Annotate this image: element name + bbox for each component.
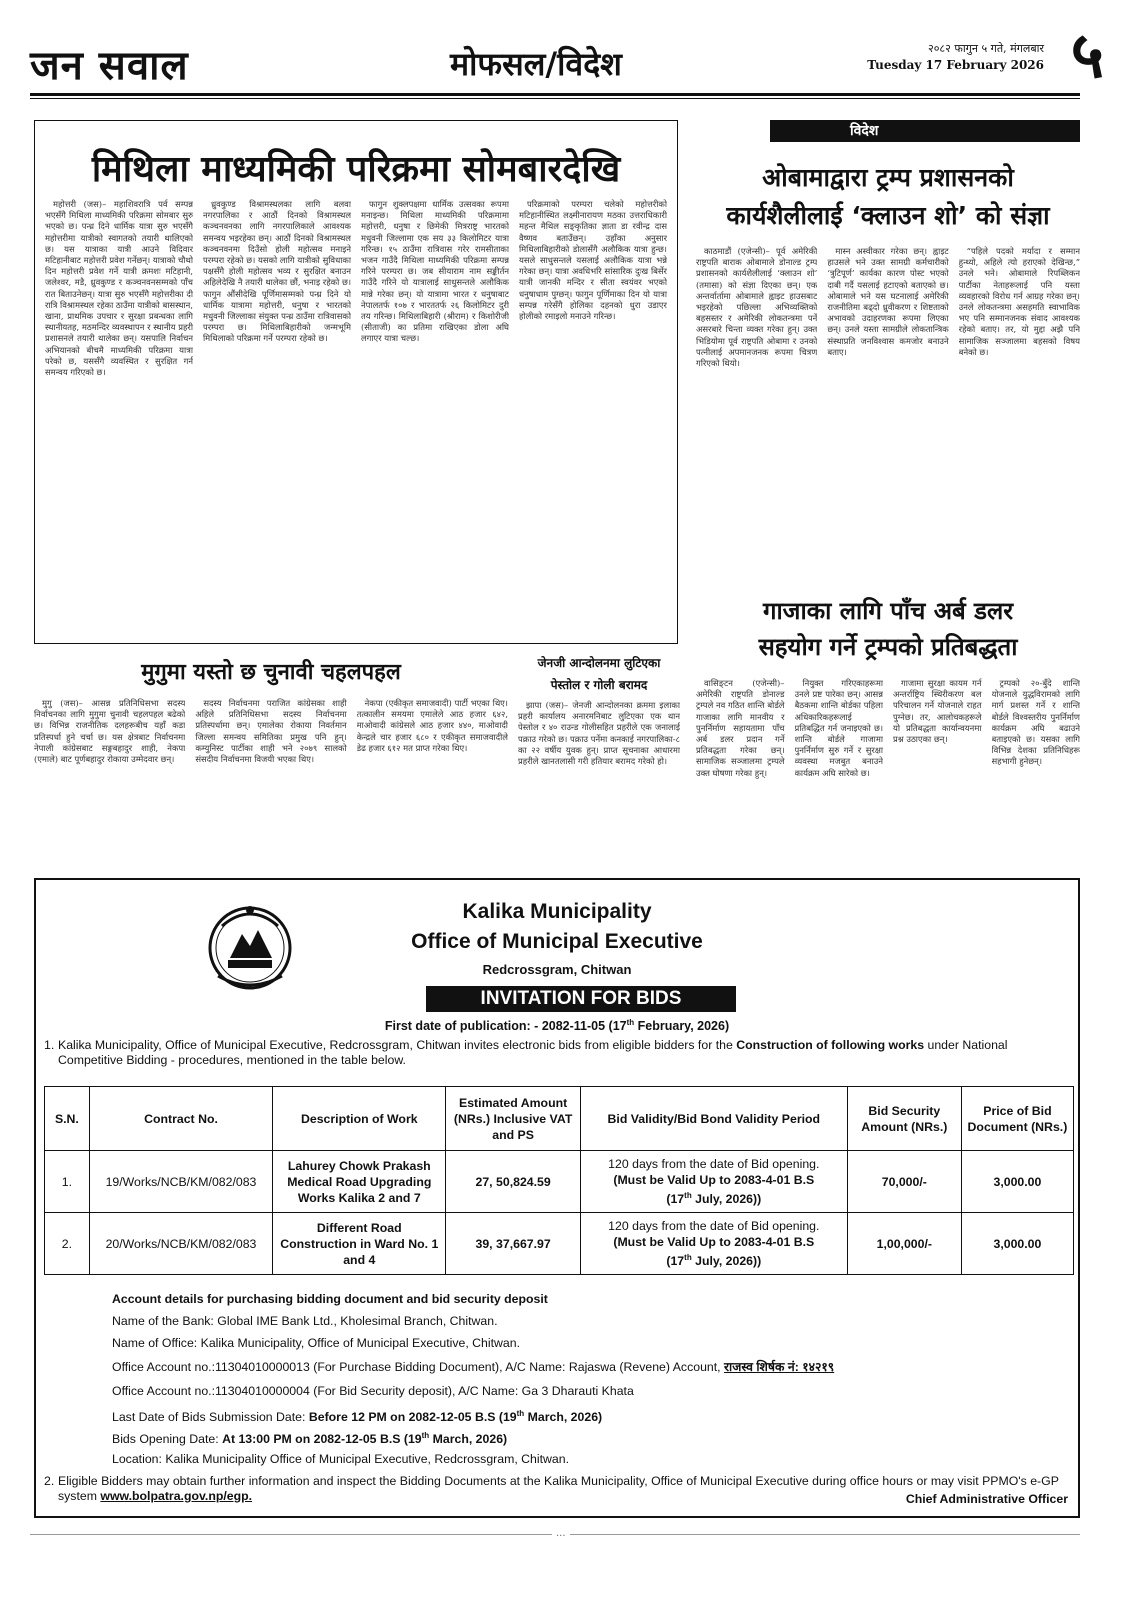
page-number: ५: [1070, 19, 1104, 93]
egp-link[interactable]: www.bolpatra.gov.np/egp.: [100, 1489, 253, 1503]
row-price: 3,000.00: [961, 1213, 1073, 1275]
row-description: Lahurey Chowk Prakash Medical Road Upgrading Works Kalika 2 and 7: [273, 1151, 446, 1213]
revenue-code: राजस्व शिर्षक नं: १४२१९: [724, 1360, 835, 1374]
article-obama-headline-2: कार्यशैलीलाई ‘क्लाउन शो’ को संज्ञा: [726, 201, 1050, 230]
article-mugu-col-3: नेकपा (एकीकृत समाजवादी) पार्टी भएका थिए। तत्कालीन समयमा एमालेले आठ हजार ६४२, माओवादी कांग्रेसले आठ हजार ४४०, माओवादी केन्द्रले चार हजार ६८० र एकीकृत समाजवादीले डेढ हजार ६१२ मत प्राप्त गरेका थिए।: [356, 698, 508, 753]
first-publication-date: First date of publication: - 2082-11-05 (17th February, 2026): [384, 1018, 730, 1034]
row-validity: 120 days from the date of Bid opening. (Must be Valid Up to 2083-4-01 B.S (17th July, 2026)): [580, 1151, 847, 1213]
bid-opening-date: Bids Opening Date: At 13:00 PM on 2082-12-05 B.S (19th March, 2026): [112, 1431, 508, 1447]
article-mithila: [34, 120, 678, 644]
bid-table-header: [45, 1087, 1074, 1151]
date-nepali: २०८२ फागुन ५ गते, मंगलबार: [927, 42, 1044, 55]
invitation-paragraph: 1. Kalika Municipality, Office of Municipal Executive, Redcrossgram, Chitwan invites electronic bids from eligible bidders for the Construction of following works under National Competitive Bidding - procedures, mentioned in the table below.: [44, 1038, 1008, 1067]
article-mithila-headline: मिथिला माध्यमिकी परिक्रमा सोमबारदेखि: [91, 149, 621, 190]
office-name: Office of Municipal Executive: [411, 930, 703, 953]
col-header-sn: S.N.: [45, 1087, 90, 1151]
article-gaza-headline-1: गाजाका लागि पाँच अर्ब डलर: [762, 597, 1014, 625]
article-obama-col-2: मास्न अस्वीकार गरेका छन्। ह्वाइट हाउसले भने उक्त सामग्री कर्मचारीको ‘त्रुटिपूर्ण’ कार्यका कारण पोस्ट भएको दाबी गर्दै यसलाई हटाएको बताएको छ। ओबामाले भने यस घटनालाई अमेरिकी राजनीतिमा बढ्दो ध्रुवीकरण र शिष्टताको अभावको उदाहरणका रूपमा लिएका छन्। उनले यस्ता सामग्रीले लोकतान्त्रिक संस्थाप्रति जनविश्वास कमजोर बनाउने बताए।: [827, 246, 949, 357]
bid-table: [44, 1086, 1074, 1275]
office-account-1: Office Account no.:11304010000013 (For Purchase Bidding Document), A/C Name: Rajaswa (Revene) Account, राजस्व शिर्षक नं: १४२१९: [112, 1360, 835, 1374]
date-english: Tuesday 17 February 2026: [867, 58, 1044, 72]
col-header-validity: Bid Validity/Bid Bond Validity Period: [580, 1087, 847, 1151]
eligibility-paragraph: 2. Eligible Bidders may obtain further information and inspect the Bidding Documents at the Kalika Municipality, Office of Municipal Executive during office hours or may visit PPMO's e-GP system www.bolpatra.gov.np/egp.: [44, 1474, 1059, 1503]
col-header-price: Price of Bid Document (NRs.): [961, 1087, 1073, 1151]
article-mithila-col-4: परिक्रमाको परम्परा चलेको महोत्तरीको मटिहानीस्थित लक्ष्मीनारायण मठका उत्तराधिकारी महन्त मैथिल सङ्कृतिका ज्ञाता डा रवीन्द्र दास वैष्णव बताउँछन्। उहाँका अनुसार मिथिलाबिहारीको डोलासँगै अलौकिक यात्रा हुन्छ। यसले साधुसन्तले यसलाई अलौकिक यात्रा भन्ने गरेका छन्। यात्रा अवधिभरि सांसारिक दुःख बिर्सेर यात्री जानकी मन्दिर र सीता स्वयंवर भएको धनुषाधाम पुग्छन्। फागुन पूर्णिमाका दिन यो यात्रा सम्पन्न गरेसँगै होलिका दहनको धुरा उडाएर होलीको रमाइलो मनाउने गरिन्छ।: [519, 199, 667, 322]
masthead-rule: [30, 93, 1080, 96]
article-obama-headline-1: ओबामाद्वारा ट्रम्प प्रशासनको: [762, 163, 1014, 192]
article-gaza-col-3: गाजामा सुरक्षा कायम गर्न अन्तर्राष्ट्रिय स्थिरीकरण बल परिचालन गर्ने योजनाले राहत पुग्नेछ। तर, आलोचकहरूले यो प्रतिबद्धता कार्यान्वयनमा प्रश्न उठाएका छन्।: [893, 678, 982, 745]
office-address: Redcrossgram, Chitwan: [482, 962, 632, 977]
row-price: 3,000.00: [961, 1151, 1073, 1213]
bid-banner: INVITATION FOR BIDS: [426, 986, 736, 1012]
article-gaza: [696, 590, 1080, 870]
account-heading: Account details for purchasing bidding document and bid security deposit: [112, 1292, 548, 1306]
article-gaza-headline-2: सहयोग गर्ने ट्रम्पको प्रतिबद्धता: [758, 633, 1018, 661]
article-obama-col-3: “पहिले पदको मर्यादा र सम्मान हुन्थ्यो, अहिले त्यो हराएको देखिन्छ,” उनले भने। ओबामाले रिपब्लिकन पार्टीका नेताहरूलाई पनि यस्ता व्यवहारको विरोध गर्न आग्रह गरेका छन्। उनले लोकतन्त्रमा असहमति स्वाभाविक भए पनि सम्मानजनक संवाद आवश्यक रहेको बताए। तर, यो मुद्दा अझै पनि सामाजिक सञ्जालमा बहसको विषय बनेको छ।: [958, 246, 1080, 357]
section-tag-abroad: विदेश: [770, 120, 1080, 142]
col-header-security: Bid Security Amount (NRs.): [847, 1087, 961, 1151]
article-genz-headline-2: पेस्तोल र गोली बरामद: [550, 678, 648, 692]
row-security: 70,000/-: [847, 1151, 961, 1213]
signature: Chief Administrative Officer: [905, 1492, 1068, 1506]
article-mithila-col-1: महोत्तरी (जस)– महाशिवरात्रि पर्व सम्पन्न भएसँगै मिथिला माध्यमिकी परिक्रमा सोमबार सुरु भएको छ। पन्ध्र दिने धार्मिक यात्रा सुरु भएसँगै महोत्तरीमा यात्रीको स्वागतको तयारी थालिएको छ। यस यात्राका यात्री आउने विदिवार मटिहानीबाट महोत्तरी प्रवेश गर्नेछन्। यात्राको चौथो दिन महोत्तरी प्रवेश गर्ने यात्री क्रमशः मटिहानी, जलेश्वर, मडै, ध्रुवकुण्ड र कञ्चनवनसम्मको पाँच रात बिताउनेछन्। यात्रा सुरु भएसँगै महोत्तरीका दी रात्रि विश्रामस्थल रहेका ठाउँमा यात्रीको बासस्थान, खाना, प्राथमिक उपचार र सुरक्षा प्रबन्धका लागि स्थानीयतह, मठमन्दिर व्यवस्थापन र स्थानीय प्रहरी प्रशासनले तयारी थालेका छन्। यसपालि निर्वाचन अभियानको बीचमै माध्यमिकी परिक्रमा यात्रा परेको छ, यससँगै व्यवस्थित र सुरक्षित गर्न समन्वय गरिएको छ।: [45, 199, 193, 378]
article-obama-col-1: काठमाडौं (एजेन्सी)– पूर्व अमेरिकी राष्ट्रपति बाराक ओबामाले डोनाल्ड ट्रम्प प्रशासनको कार्यशैलीलाई ‘क्लाउन शो’ (तमासा) को संज्ञा दिएका छन्। एक अन्तर्वार्तामा ओबामाले ह्वाइट हाउसबाट भइरहेको पछिल्ला अभिव्यक्तिको बहसस्तर र अमेरिकी लोकतन्त्रमा पर्ने असरबारे चिन्ता व्यक्त गरेका हुन्। उक्त भिडियोमा पूर्व राष्ट्रपति ओबामा र उनको पत्नीलाई अपमानजनक रूपमा चित्रण गरिएको थियो।: [696, 246, 818, 369]
article-mugu-headline: मुगुमा यस्तो छ चुनावी चहलपहल: [141, 660, 401, 685]
article-gaza-col-2: नियुक्त गरिएकाहरूमा उनले प्रष्ट पारेका छन्। आसन्न बैठकमा शान्ति बोर्डका पहिला अधिकारिकहरूलाई प्रतिबद्धित गर्न जनाइएको छ। शान्ति बोर्डले गाजामा पुनर्निर्माण सुरु गर्ने र सुरक्षा व्यवस्था मजबुत बनाउने कार्यक्रम अघि सारेको छ।: [794, 678, 883, 778]
footer-dots: ...: [552, 1528, 570, 1539]
row-sn: 2.: [45, 1213, 90, 1275]
issue-date: [867, 40, 1044, 74]
row-validity: 120 days from the date of Bid opening. (Must be Valid Up to 2083-4-01 B.S (17th July, 2026)): [580, 1213, 847, 1275]
bid-notice: [34, 878, 1080, 1518]
article-mithila-col-3: फागुन शुक्लपक्षमा धार्मिक उत्सवका रूपमा मनाइन्छ। मिथिला माध्यमिकी परिक्रमामा महोत्तरी, धनुषा र छिमेकी मित्रराष्ट्र भारतको मधुवनी जिल्लामा एक सय ३३ किलोमिटर यात्रा गरिन्छ। १५ ठाउँमा रात्रिवास गरेर रामसीताका भजन गाउँदै मिथिला माध्यमिकी परिक्रमा सम्पन्न गरिने परम्परा छ। जब सीयाराम नाम सङ्कीर्तन गाउँदै गरिने यो यात्रालाई साधुसन्तले अलौकिक मान्ने गरेका छन्। यो यात्रामा भारत र धनुषाबाट नेपालतर्फ १०७ र भारततर्फ २६ किलोमिटर दुरी तय गरिन्छ। मिथिलाबिहारी (श्रीराम) र किशोरीजी (सीताजी) का प्रतिमा राखिएका डोला अघि लगाएर यात्रा चल्छ।: [361, 199, 509, 344]
article-mithila-col-2: ध्रुवकुण्ड विश्रामस्थलका लागि बलवा नगरपालिका र आठौं दिनको विश्रामस्थल कञ्चनवनका लागि नगरपालिकाले आवश्यक समन्वय भइरहेका छन्। आठौं दिनको विश्रामस्थल कञ्चनवनमा दिउँसो होली महोत्सव मनाइने परम्परा रहेको छ। यसको लागि यात्रीको सुविधाका पक्षसँगै होली महोत्सव भव्य र सुरक्षित बनाउन अहिलेदेखि नै तयारी थालेका छौं, भनाइ रहेको छ। फागुन औंसीदेखि पूर्णिमासम्मको पन्ध्र दिने यो धार्मिक यात्रामा महोत्तरी, धनुषा र भारतको मधुवनी जिल्लाका संयुक्त पन्ध्र ठाउँमा रात्रिवासको परम्परा छ। मिथिलाबिहारीको जन्मभूमि मिथिलाको परिक्रमा गर्ने परम्परा रहेको छ।: [203, 199, 351, 344]
article-obama: [696, 146, 1080, 586]
section-title: मोफसल/विदेश: [450, 45, 622, 83]
row-amount: 39, 37,667.97: [446, 1213, 580, 1275]
col-header-description: Description of Work: [273, 1087, 446, 1151]
row-amount: 27, 50,824.59: [446, 1151, 580, 1213]
org-name: Kalika Municipality: [462, 900, 652, 923]
table-row: [45, 1151, 1074, 1213]
row-contract: 20/Works/NCB/KM/082/083: [89, 1213, 272, 1275]
article-mugu-col-1: मुगु (जस)– आसन्न प्रतिनिधिसभा सदस्य निर्वाचनका लागि मुगुमा चुनावी चहलपहल बढेको छ। विभिन्न राजनीतिक दलहरूबीच यहाँ कडा प्रतिस्पर्धा हुने चर्चा छ। यस क्षेत्रबाट निर्वाचनमा नेपाली कांग्रेसबाट सङ्गबहादुर शाही, नेकपा (एमाले) बाट पूर्णबहादुर रोकाया उम्मेदवार छन्।: [34, 698, 186, 765]
article-genz-col-1: झापा (जस)– जेनजी आन्दोलनका क्रममा इलाका प्रहरी कार्यालय अनारमनिबाट लुटिएका एक थान पेस्तोल र ४० राउन्ड गोलीसहित प्रहरीले एक जनालाई पक्राउ गरेको छ। पक्राउ पर्नेमा कनकाई नगरपालिका-८ का २२ वर्षीय युवक हुन्। प्राप्त सूचनाका आधारमा प्रहरीले खानतलासी गरी हतियार बरामद गरेको हो।: [518, 700, 680, 767]
col-header-amount: Estimated Amount (NRs.) Inclusive VAT and PS: [446, 1087, 580, 1151]
article-mugu: [34, 650, 508, 870]
table-row: [45, 1213, 1074, 1275]
row-security: 1,00,000/-: [847, 1213, 961, 1275]
article-gaza-col-4: ट्रम्पको २०-बुँदे शान्ति योजनाले युद्धविरामको लागि मार्ग प्रशस्त गर्ने र शान्ति बोर्डले विश्वस्तरीय पुनर्निर्माण कार्यक्रम अघि बढाउने बताइएको छ। यसका लागि विभिन्न देशका प्रतिनिधिहरू सहभागी हुनेछन्।: [991, 678, 1080, 767]
article-genz-headline-1: जेनजी आन्दोलनमा लुटिएका: [537, 656, 661, 670]
office-account-2: Office Account no.:11304010000004 (For Bid Security deposit), A/C Name: Ga 3 Dharauti Khata: [112, 1384, 634, 1398]
office-name-line: Name of Office: Kalika Municipality, Office of Municipal Executive, Chitwan.: [112, 1336, 521, 1350]
row-contract: 19/Works/NCB/KM/082/083: [89, 1151, 272, 1213]
article-gaza-col-1: वासिङ्टन (एजेन्सी)– अमेरिकी राष्ट्रपति डोनाल्ड ट्रम्पले नव गठित शान्ति बोर्डले गाजाका लागि मानवीय र पुनर्निर्माण सहायतामा पाँच अर्ब डलर प्रदान गर्ने प्रतिबद्धता गरेका छन्। सामाजिक सञ्जालमा ट्रम्पले उक्त घोषणा गरेका हुन्।: [696, 678, 785, 778]
row-sn: 1.: [45, 1151, 90, 1213]
bank-name: Name of the Bank: Global IME Bank Ltd., Kholesimal Branch, Chitwan.: [112, 1314, 498, 1328]
location: Location: Kalika Municipality Office of Municipal Executive, Redcrossgram, Chitwan.: [112, 1452, 570, 1466]
article-genz: [518, 650, 680, 870]
paper-name: जन सवाल: [30, 43, 189, 89]
col-header-contract: Contract No.: [89, 1087, 272, 1151]
masthead: [30, 19, 1104, 94]
last-submission-date: Last Date of Bids Submission Date: Before 12 PM on 2082-12-05 B.S (19th March, 2026): [112, 1409, 603, 1425]
article-mugu-col-2: सदस्य निर्वाचनमा पराजित कांग्रेसका शाही अहिले प्रतिनिधिसभा सदस्य निर्वाचनमा प्रतिस्पर्धामा छन्। एमालेका रोकाया निवर्तमान जिल्ला समन्वय समितिका प्रमुख पनि हुन्। कम्युनिस्ट पार्टीका शाही भने २०७९ सालको संसदीय निर्वाचनमा विजयी भएका थिए।: [195, 698, 347, 765]
masthead-rule-thin: [30, 98, 1080, 99]
row-description: Different Road Construction in Ward No. 1 and 4: [273, 1213, 446, 1275]
